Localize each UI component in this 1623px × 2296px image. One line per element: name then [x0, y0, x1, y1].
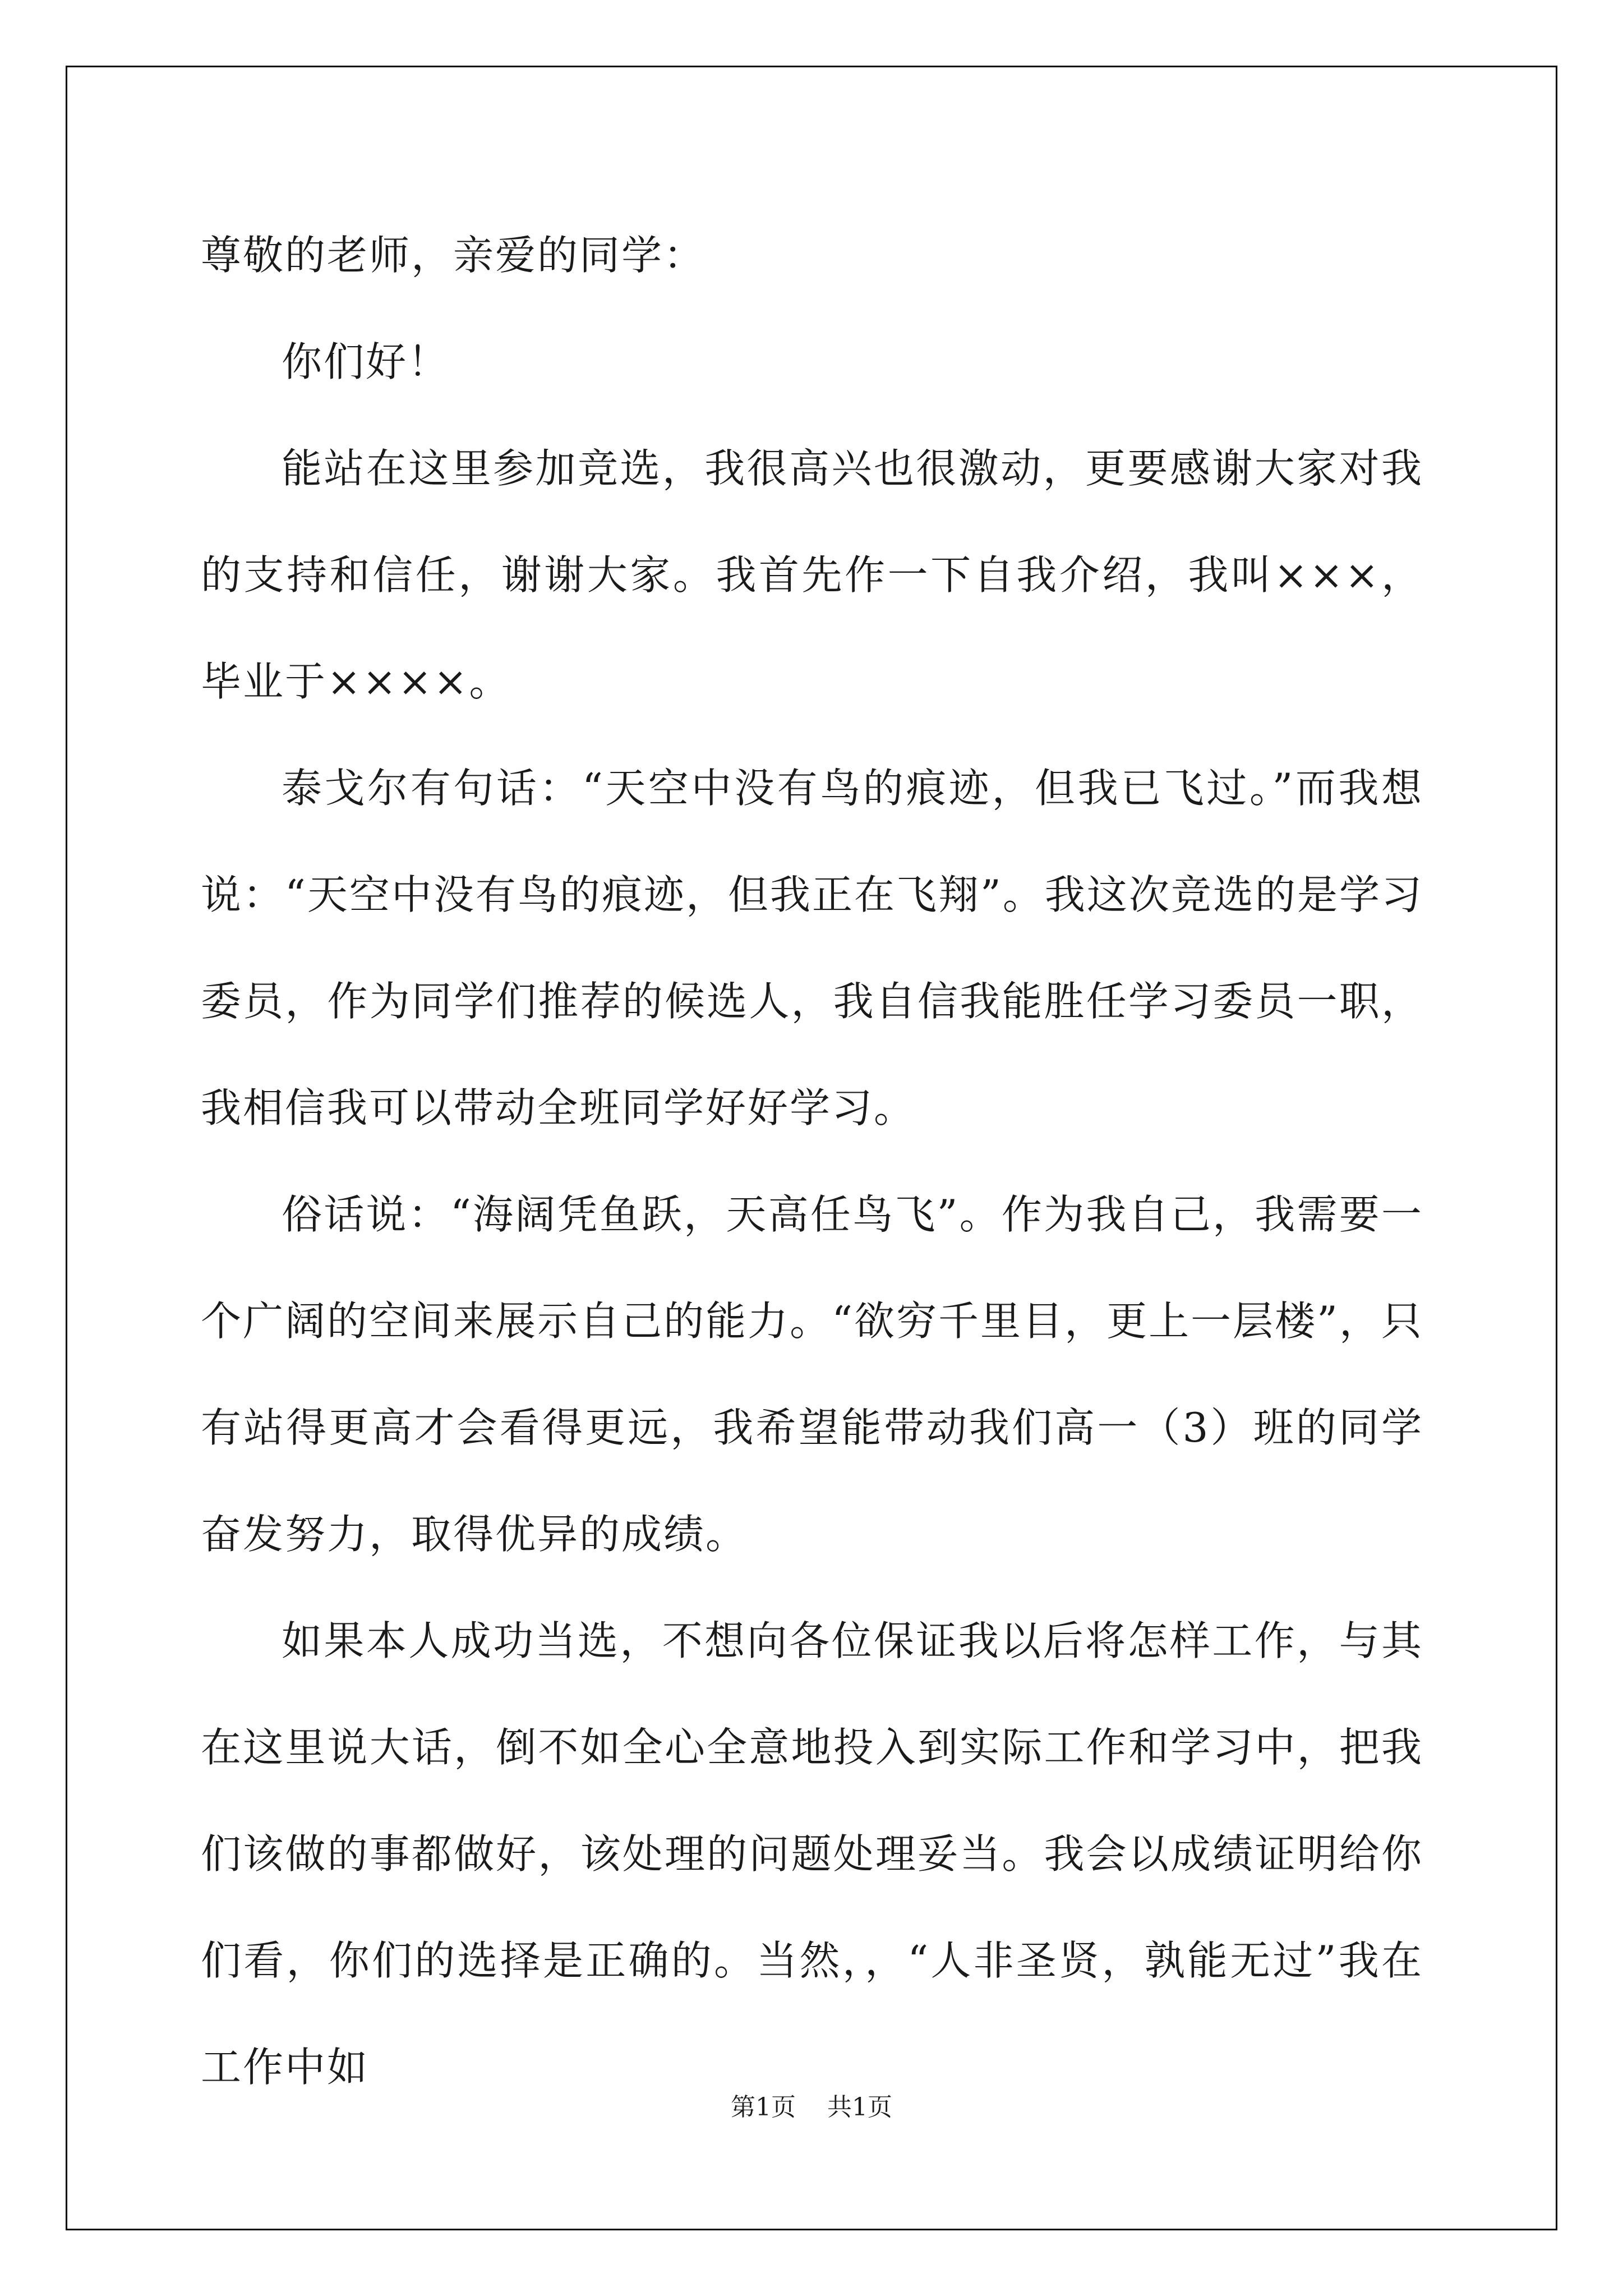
page-footer [0, 2087, 1623, 2123]
paragraph-proverb: 俗话说：“海阔凭鱼跃，天高任鸟飞”。作为我自己，我需要一个广阔的空间来展示自己的能力。“欲穷千里目，更上一层楼”，只有站得更高才会看得更远，我希望能带动我们高一（3）班的同学奋发努力，取得优异的成绩。 [201, 1191, 1423, 1558]
paragraph-commitment: 如果本人成功当选，不想向各位保证我以后将怎样工作，与其在这里说大话，倒不如全心全意地投入到实际工作和学习中，把我们该做的事都做好，该处理的问题处理妥当。我会以成绩证明给你们看，你们的选择是正确的。当然，，“人非圣贤，孰能无过”我在工作中如 [201, 1617, 1423, 2091]
page-number-total: 共1页 [827, 2093, 892, 2122]
document-body [201, 202, 1423, 2120]
salutation: 尊敬的老师，亲爱的同学： [201, 232, 706, 279]
paragraph-introduction: 能站在这里参加竞选，我很高兴也很激动，更要感谢大家对我的支持和信任，谢谢大家。我首先作一下自我介绍，我叫×××，毕业于××××。 [201, 445, 1423, 705]
paragraph-greeting: 你们好！ [282, 338, 450, 385]
paragraph-tagore-quote: 泰戈尔有句话：“天空中没有鸟的痕迹，但我已飞过。”而我想说：“天空中没有鸟的痕迹，但我正在飞翔”。我这次竞选的是学习委员，作为同学们推荐的候选人，我自信我能胜任学习委员一职，我相信我可以带动全班同学好好学习。 [201, 765, 1423, 1131]
page-number-current: 第1页 [731, 2093, 796, 2122]
